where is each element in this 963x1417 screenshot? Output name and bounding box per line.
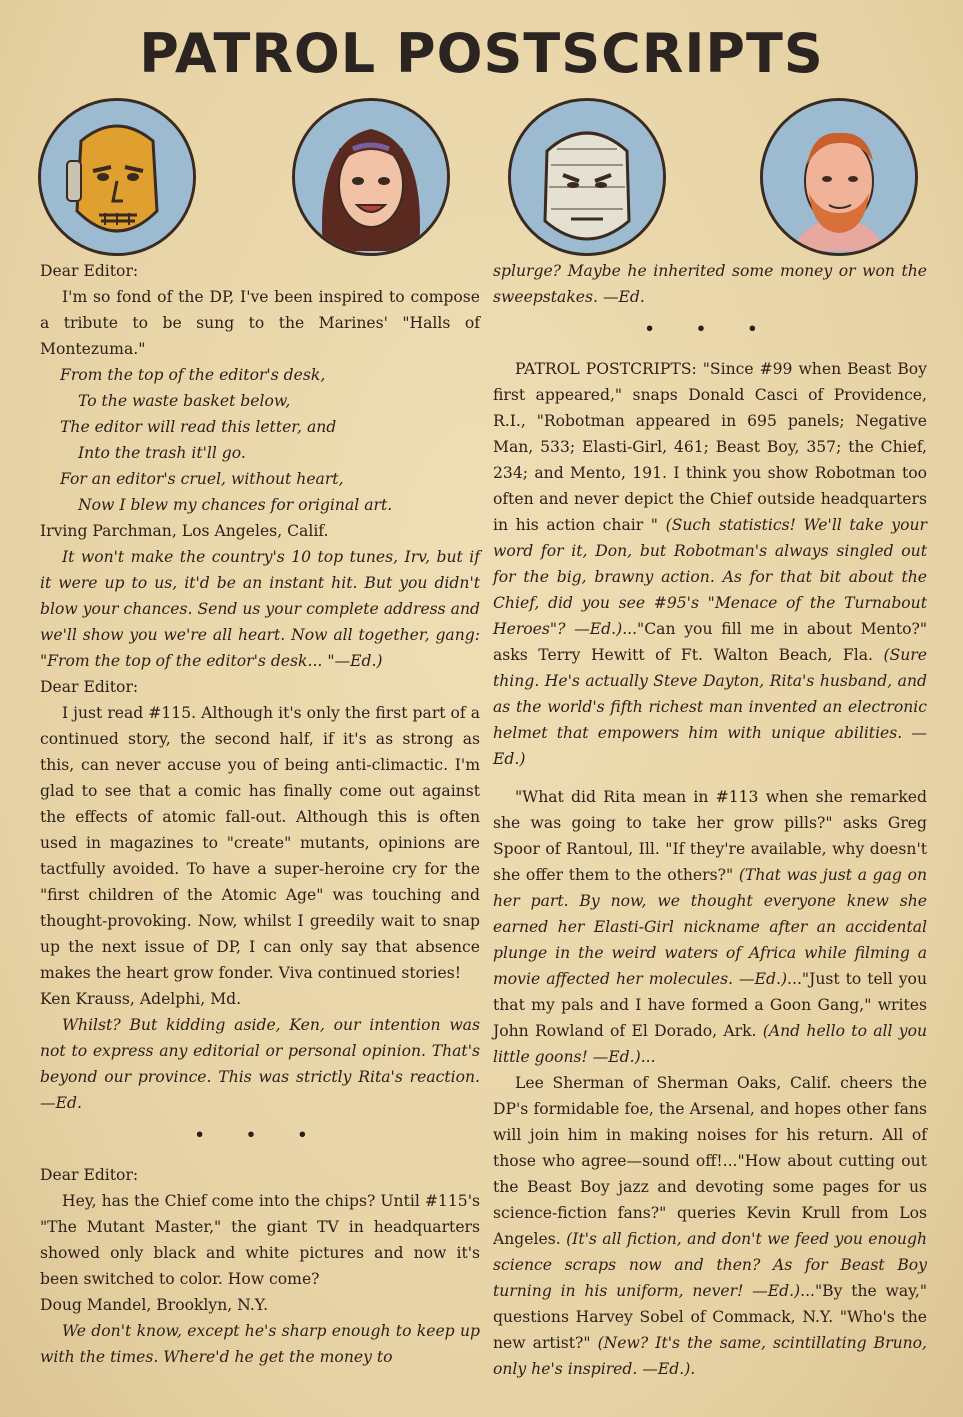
- editor-reply-continued: splurge? Maybe he inherited some money or won the sweepstakes. —Ed.: [493, 262, 927, 306]
- elasti-girl-portrait-icon: [292, 98, 450, 256]
- poem-line: Into the trash it'll go.: [78, 444, 246, 462]
- letter-signature: Doug Mandel, Brooklyn, N.Y.: [40, 1296, 269, 1314]
- fan-comment: ..."Can you fill me in about Mento?" asks Terry Hewitt of Ft. Walton Beach, Fla.: [493, 620, 928, 664]
- fan-comment: "What did Rita mean in #113 when she remarked she was going to take her grow pills?" asks Greg Spoor of Rantoul, Ill. "If they're available, why doesn't she offer them to the others?": [493, 788, 927, 884]
- chief-portrait-icon: [760, 98, 918, 256]
- editor-reply: (Such statistics! We'll take your word for it, Don, but Robotman's always singled out for the big, brawny action. As for that bit about the Chief, did you see #95's "Menace of the Turnabout Heroes"? —Ed.): [493, 516, 927, 638]
- poem-line: For an editor's cruel, without heart,: [60, 470, 344, 488]
- postscript-paragraph: [493, 1070, 927, 1382]
- poem-line: The editor will read this letter, and: [60, 418, 337, 436]
- letter-salutation: Dear Editor:: [40, 678, 139, 696]
- poem-line: From the top of the editor's desk,: [60, 366, 326, 384]
- editor-reply: It won't make the country's 10 top tunes, Irv, but if it were up to us, it'd be an instant hit. But you didn't blow your chances. Send us your complete address and we'll show you we're all heart. Now all together, gang: "From the top of the editor's desk... "—Ed.): [40, 548, 480, 670]
- letter-body: Hey, has the Chief come into the chips? Until #115's "The Mutant Master," the giant TV in headquarters showed only black and white pictures and now it's been switched to color. How come?: [40, 1192, 480, 1288]
- postscript-paragraph: [493, 784, 927, 1070]
- fan-comment: Lee Sherman of Sherman Oaks, Calif. cheers the DP's formidable foe, the Arsenal, and hopes other fans will join him in making noises for his return. All of those who agree—sound off!..."How about cutting out the Beast Boy jazz and devoting some pages for us science-fiction fans?" queries Kevin Krull from Los Angeles.: [493, 1074, 927, 1248]
- letter-body: I'm so fond of the DP, I've been inspired to compose a tribute to be sung to the Marines' "Halls of Montezuma.": [40, 288, 480, 358]
- poem-line: Now I blew my chances for original art.: [78, 496, 393, 514]
- section-divider: • • •: [644, 319, 776, 338]
- letter-body: I just read #115. Although it's only the first part of a continued story, the second half, if it's as strong as this, can never accuse you of being anti-climactic. I'm glad to see that a comic has finally come out against the effects of atomic fall-out. Although this is often used in magazines to "create" mutants, opinions are tactfully avoided. To have a super-heroine cry for the "first children of the Atomic Age" was touching and thought-provoking. Now, whilst I greedily wait to snap up the next issue of DP, I can only say that absence makes the heart grow fonder. Viva continued stories!: [40, 704, 480, 982]
- letter-salutation: Dear Editor:: [40, 1166, 139, 1184]
- editor-reply: (New? It's the same, scintillating Bruno, only he's inspired. —Ed.).: [493, 1334, 928, 1378]
- left-column: [40, 258, 480, 1370]
- editor-reply: (It's all fiction, and don't we feed you enough science scraps now and then? As for Beast Boy turning in his uniform, never! —Ed.): [493, 1230, 927, 1300]
- letter-signature: Irving Parchman, Los Angeles, Calif.: [40, 522, 329, 540]
- page-title: PATROL POSTSCRIPTS: [139, 22, 824, 85]
- poem-line: To the waste basket below,: [78, 392, 291, 410]
- right-column: [493, 258, 927, 1382]
- editor-reply: (Sure thing. He's actually Steve Dayton, Rita's husband, and as the world's fifth richest man invented an electronic helmet that empowers him with unique abilities. —Ed.): [493, 646, 927, 768]
- fan-comment: ..."Just to tell you that my pals and I have formed a Goon Gang," writes John Rowland of El Dorado, Ark.: [493, 970, 927, 1040]
- postscript-paragraph: [493, 356, 927, 772]
- fan-comment: PATROL POSTCRIPTS: "Since #99 when Beast Boy first appeared," snaps Donald Casci of Providence, R.I., "Robotman appeared in 695 panels; Negative Man, 533; Elasti-Girl, 461; Beast Boy, 357; the Chief, 234; and Mento, 191. I think you show Robotman too often and never depict the Chief outside headquarters in his action chair ": [493, 360, 927, 534]
- letter-salutation: Dear Editor:: [40, 262, 139, 280]
- letter-poem: [40, 362, 480, 518]
- editor-reply: Whilst? But kidding aside, Ken, our intention was not to express any editorial or personal opinion. That's beyond our province. This was strictly Rita's reaction. —Ed.: [40, 1016, 480, 1112]
- editor-reply: (And hello to all you little goons! —Ed.)...: [493, 1022, 928, 1066]
- letter-signature: Ken Krauss, Adelphi, Md.: [40, 990, 242, 1008]
- robotman-portrait-icon: [38, 98, 196, 256]
- editor-reply: (That was just a gag on her part. By now, we thought everyone knew she earned her Elasti-Girl nickname after an accidental plunge in the weird waters of Africa while filming a movie affected her molecules. —Ed.): [493, 866, 927, 988]
- portrait-row: [0, 98, 963, 258]
- editor-reply: We don't know, except he's sharp enough to keep up with the times. Where'd he get the money to: [40, 1322, 480, 1366]
- section-divider: • • •: [194, 1125, 326, 1144]
- fan-comment: ..."By the way," questions Harvey Sobel of Commack, N.Y. "Who's the new artist?": [493, 1282, 927, 1352]
- negative-man-portrait-icon: [508, 98, 666, 256]
